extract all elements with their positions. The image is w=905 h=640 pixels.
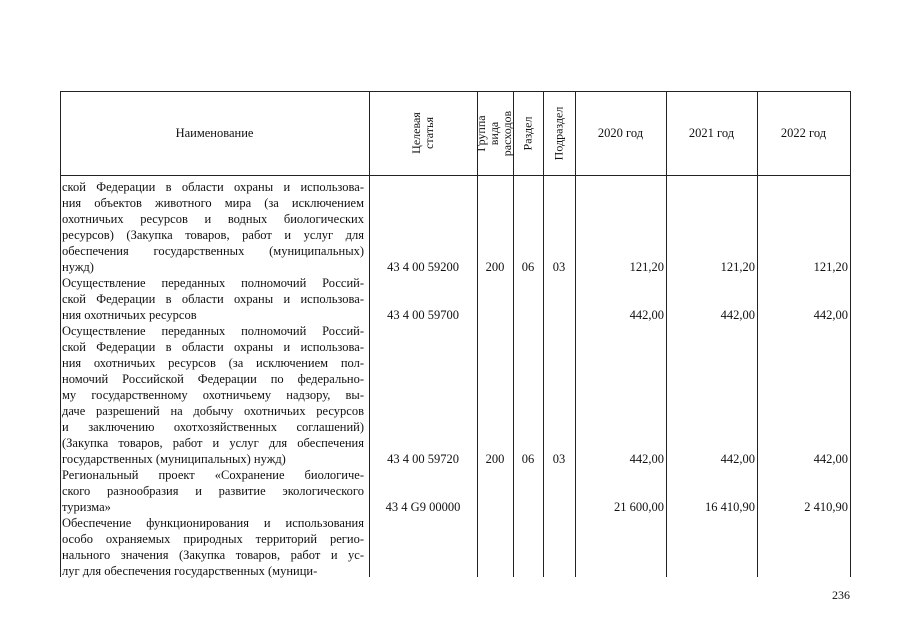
cell-code: 43 4 00 59200 (387, 260, 459, 274)
cell-v2021: 442,00 (720, 308, 755, 322)
row-name-line: нужд) (62, 260, 94, 274)
grid-line (60, 175, 851, 176)
row-name (62, 275, 364, 323)
cell-section: 06 (521, 452, 535, 466)
cell-v2022: 442,00 (813, 308, 848, 322)
header-2020 (575, 91, 666, 175)
row-name-line: ской Федерации в области охраны и использова- (62, 180, 364, 194)
row-name-line: особо охраняемых природных территорий регио- (62, 532, 364, 546)
header-2021-label: 2021 год (688, 126, 735, 140)
header-2022-label: 2022 год (780, 126, 827, 140)
row-name-line: ния охотничьих ресурсов (62, 308, 197, 322)
header-name-label: Наименование (175, 126, 254, 140)
cell-v2021: 16 410,90 (705, 500, 755, 514)
header-subsection-label: Подраздел (551, 106, 566, 160)
header-2020-label: 2020 год (597, 126, 644, 140)
row-name (62, 467, 364, 515)
cell-code: 43 4 00 59720 (387, 452, 459, 466)
cell-section: 06 (521, 260, 535, 274)
cell-group: 200 (485, 452, 505, 466)
row-name-line: даче разрешений на добычу охотничьих ресурсов (62, 404, 364, 418)
cell-v2021: 121,20 (720, 260, 755, 274)
cell-v2020: 442,00 (629, 308, 664, 322)
row-name-line: Обеспечение функционирования и использования (62, 516, 364, 530)
cell-v2022: 121,20 (813, 260, 848, 274)
row-name-line: Осуществление переданных полномочий Россий- (62, 324, 364, 338)
row-name-line: ния охотничьих ресурсов (за исключением пол- (62, 356, 364, 370)
row-name-line: номочий Российской Федерации по федерально- (62, 372, 364, 386)
cell-subsection: 03 (552, 260, 566, 274)
cell-v2022: 442,00 (813, 452, 848, 466)
row-name-line: обеспечения государственных (муниципальных) (62, 244, 364, 258)
row-name-line: (Закупка товаров, работ и услуг для обеспечения (62, 436, 364, 450)
row-name (62, 515, 364, 579)
cell-v2020: 21 600,00 (614, 500, 664, 514)
row-name-line: ресурсов) (Закупка товаров, работ и услуг для (62, 228, 364, 242)
cell-code: 43 4 00 59700 (387, 308, 459, 322)
cell-v2021: 442,00 (720, 452, 755, 466)
budget-table (60, 91, 851, 577)
header-target-article-label: Целевая статья (409, 112, 436, 154)
row-name-line: ского разнообразия и развитие экологического (62, 484, 364, 498)
row-name-line: луг для обеспечения государственных (муници- (62, 564, 318, 578)
header-subsection (543, 91, 575, 175)
page-number: 236 (832, 588, 850, 602)
row-name-line: ской Федерации в области охраны и использова- (62, 292, 364, 306)
row-name (62, 179, 364, 275)
row-name-line: ния объектов животного мира (за исключением (62, 196, 364, 210)
header-2021 (666, 91, 757, 175)
cell-v2020: 121,20 (629, 260, 664, 274)
cell-subsection: 03 (552, 452, 566, 466)
header-expense-group (474, 91, 515, 175)
header-expense-group-label: Группа вида расходов (474, 110, 515, 156)
row-name (62, 323, 364, 467)
cell-v2022: 2 410,90 (804, 500, 848, 514)
row-name-line: ской Федерации в области охраны и использова- (62, 340, 364, 354)
row-name-line: туризма» (62, 500, 111, 514)
header-target-article (369, 91, 477, 175)
header-2022 (757, 91, 850, 175)
row-name-line: охотничьих ресурсов и водных биологических (62, 212, 364, 226)
row-name-line: Осуществление переданных полномочий Россий- (62, 276, 364, 290)
row-name-line: Региональный проект «Сохранение биологиче- (62, 468, 364, 482)
row-name-line: государственных (муниципальных) нужд) (62, 452, 286, 466)
cell-v2020: 442,00 (629, 452, 664, 466)
row-name-line: нального значения (Закупка товаров, работ и ус- (62, 548, 364, 562)
cell-code: 43 4 G9 00000 (385, 500, 461, 514)
header-name (60, 91, 369, 175)
row-name-line: и заключению охотхозяйственных соглашений) (62, 420, 364, 434)
cell-group: 200 (485, 260, 505, 274)
header-section-label: Раздел (520, 116, 535, 150)
header-section (513, 91, 543, 175)
row-name-line: му государственному охотничьему надзору, вы- (62, 388, 364, 402)
grid-line (850, 91, 851, 577)
